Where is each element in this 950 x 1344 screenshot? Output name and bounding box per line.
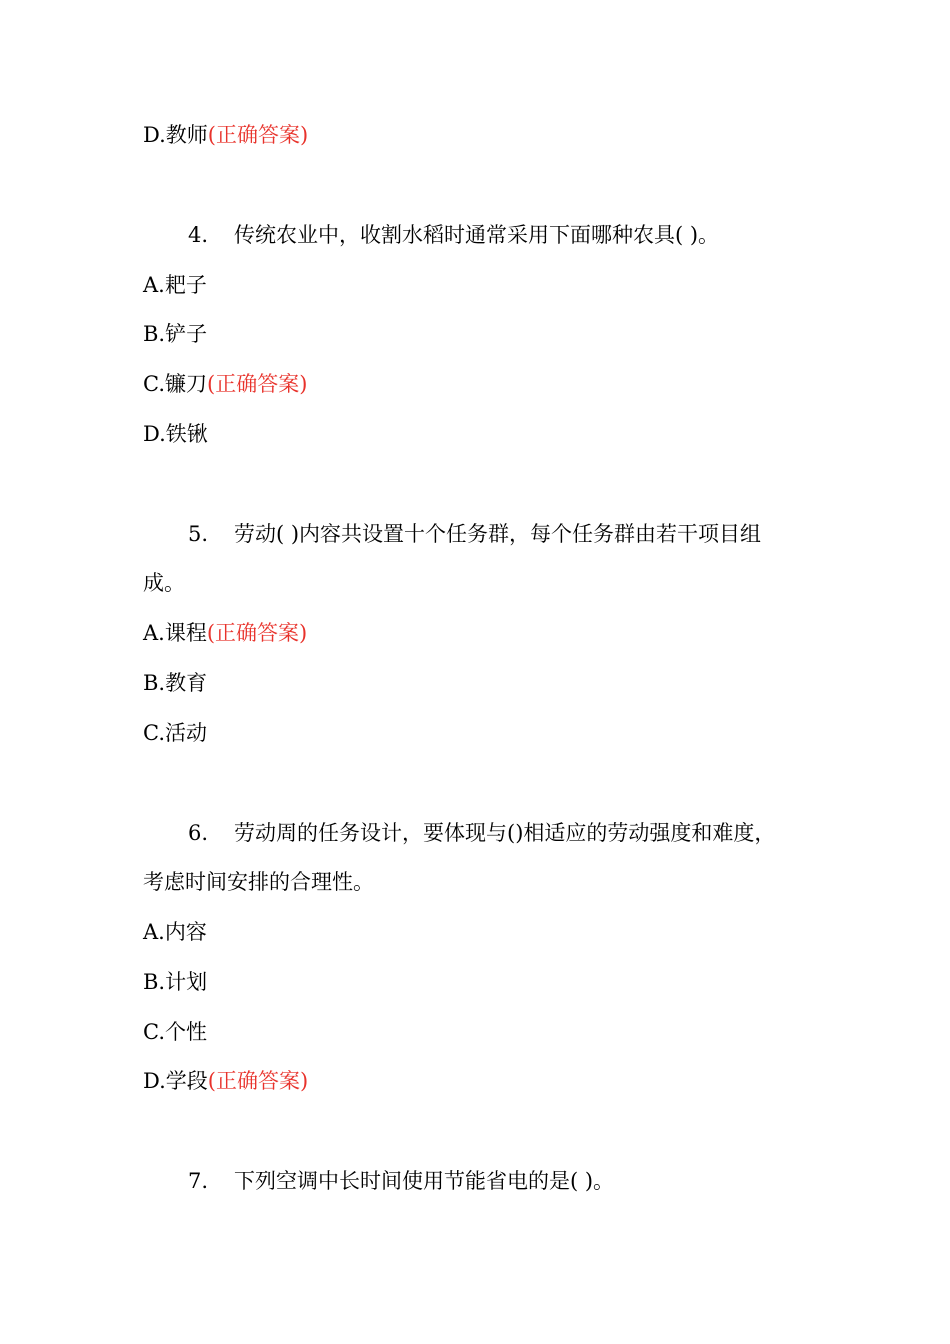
- option-text: D.铁锹: [143, 422, 208, 446]
- option-text: C.个性: [143, 1020, 207, 1044]
- option-line: [143, 967, 207, 997]
- question-text-continued: 考虑时间安排的合理性。: [143, 870, 374, 894]
- question-continuation: [143, 867, 374, 897]
- correct-answer-mark: (正确答案): [207, 123, 309, 147]
- option-line: [143, 120, 308, 150]
- question-text: 传统农业中，收割水稻时通常采用下面哪种农具( )。: [234, 223, 720, 247]
- question-number: 5.: [188, 522, 209, 546]
- option-line: [143, 369, 307, 399]
- question-line: [188, 818, 775, 848]
- option-text: B.计划: [143, 970, 208, 994]
- question-line: [188, 1166, 614, 1196]
- option-text: C.活动: [143, 721, 207, 745]
- option-line: [143, 718, 207, 748]
- correct-answer-mark: (正确答案): [207, 372, 308, 396]
- option-line: [143, 270, 207, 300]
- question-text-continued: 成。: [143, 571, 185, 595]
- question-continuation: [143, 568, 185, 598]
- option-text: B.教育: [143, 671, 208, 695]
- option-line: [143, 319, 207, 349]
- correct-answer-mark: (正确答案): [206, 621, 308, 645]
- question-number: 7.: [188, 1169, 209, 1193]
- question-text: 劳动周的任务设计，要体现与()相适应的劳动强度和难度，: [234, 821, 776, 845]
- option-line: [143, 917, 207, 947]
- question-text: 劳动( )内容共设置十个任务群，每个任务群由若干项目组: [234, 522, 762, 546]
- option-text: C.镰刀: [143, 372, 207, 396]
- option-text: D.学段: [143, 1069, 208, 1093]
- option-text: D.教师: [143, 123, 208, 147]
- option-line: [143, 668, 207, 698]
- option-text: A.内容: [143, 920, 207, 944]
- option-text: A.课程: [143, 621, 207, 645]
- question-line: [188, 220, 719, 250]
- option-line: [143, 419, 208, 449]
- option-line: [143, 1066, 308, 1096]
- question-line: [188, 519, 761, 549]
- question-number: 6.: [188, 821, 209, 845]
- option-text: B.铲子: [143, 322, 208, 346]
- option-line: [143, 618, 307, 648]
- option-text: A.耙子: [143, 273, 207, 297]
- question-number: 4.: [188, 223, 209, 247]
- correct-answer-mark: (正确答案): [207, 1069, 309, 1093]
- option-line: [143, 1017, 207, 1047]
- question-text: 下列空调中长时间使用节能省电的是( )。: [234, 1169, 615, 1193]
